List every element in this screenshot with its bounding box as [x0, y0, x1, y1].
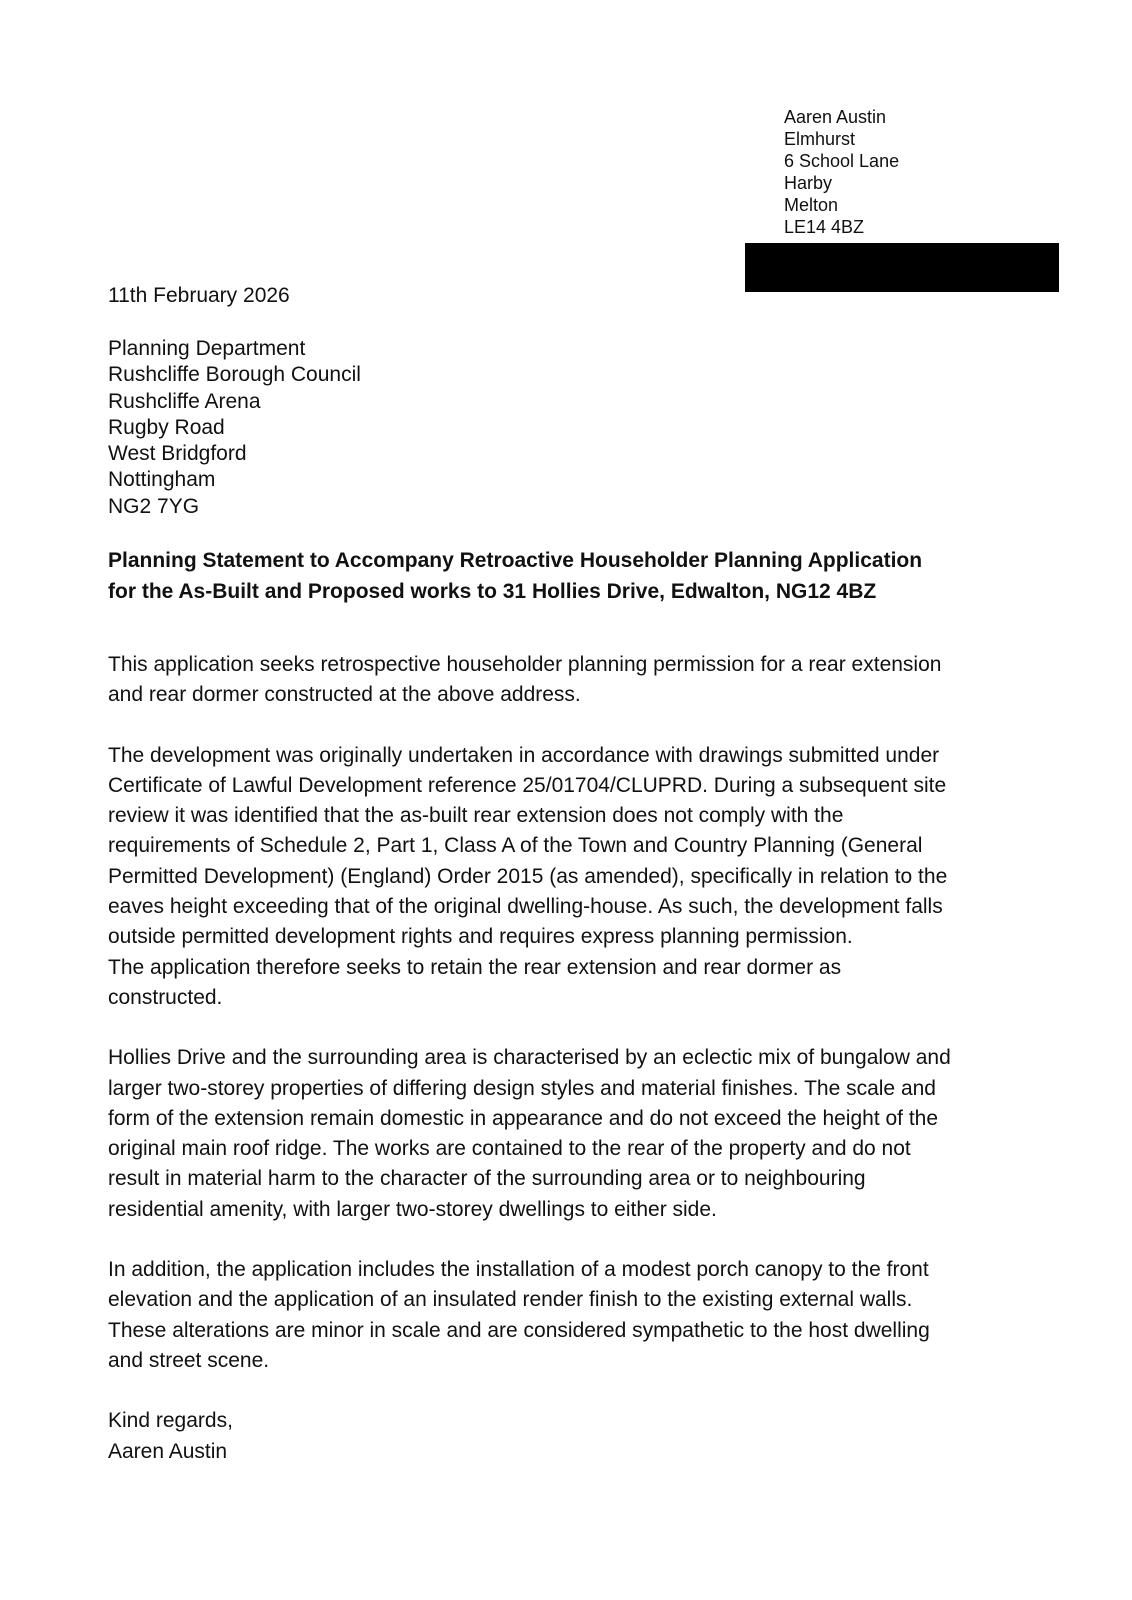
sender-address-line: Elmhurst	[784, 129, 856, 149]
body-paragraph-background	[108, 741, 1048, 1014]
closing-salutation: Kind regards,	[108, 1409, 233, 1433]
body-line: and rear dormer constructed at the above address.	[108, 683, 581, 707]
letter-body	[108, 650, 1048, 1467]
recipient-address-line: Planning Department	[108, 337, 306, 360]
body-line: This application seeks retrospective householder planning permission for a rear extension	[108, 653, 942, 676]
letter-date: 11th February 2026	[108, 284, 290, 307]
body-line: requirements of Schedule 2, Part 1, Class A of the Town and Country Planning (General	[108, 834, 923, 858]
body-line: constructed.	[108, 985, 223, 1009]
body-line: The application therefore seeks to retain the rear extension and rear dormer as	[108, 955, 842, 979]
body-line: elevation and the application of an insulated render finish to the existing external walls.	[108, 1288, 913, 1312]
body-line: Hollies Drive and the surrounding area is characterised by an eclectic mix of bungalow and	[108, 1046, 951, 1070]
recipient-address-line: West Bridgford	[108, 442, 247, 466]
body-paragraph-additional-works	[108, 1255, 1048, 1376]
closing-signature-name: Aaren Austin	[108, 1439, 228, 1463]
sender-address-line: Aaren Austin	[784, 107, 887, 127]
body-line: larger two-storey properties of differing design styles and material finishes. The scale and	[108, 1076, 936, 1100]
body-line: In addition, the application includes the installation of a modest porch canopy to the front	[108, 1258, 929, 1282]
recipient-address-line: NG2 7YG	[108, 494, 200, 518]
recipient-address-line: Rugby Road	[108, 415, 225, 439]
body-line: and street scene.	[108, 1348, 270, 1372]
sender-address-line: 6 School Lane	[784, 151, 900, 171]
body-line: original main roof ridge. The works are contained to the rear of the property and do not	[108, 1137, 911, 1161]
body-line: result in material harm to the character of the surrounding area or to neighbouring	[108, 1167, 866, 1191]
body-line: The development was originally undertaken in accordance with drawings submitted under	[108, 743, 940, 767]
body-paragraph-intro	[108, 650, 1048, 711]
body-line: These alterations are minor in scale and are considered sympathetic to the host dwelling	[108, 1318, 930, 1342]
recipient-address-line: Rushcliffe Arena	[108, 389, 261, 413]
body-line: Certificate of Lawful Development reference 25/01704/CLUPRD. During a subsequent site	[108, 773, 947, 797]
body-line: review it was identified that the as-built rear extension does not comply with the	[108, 804, 844, 828]
sender-address-line: LE14 4BZ	[784, 217, 865, 237]
body-line: Permitted Development) (England) Order 2015 (as amended), specifically in relation to the	[108, 864, 948, 888]
body-line: form of the extension remain domestic in appearance and do not exceed the height of the	[108, 1106, 939, 1130]
redaction-bar	[745, 243, 1059, 292]
recipient-address	[108, 336, 361, 520]
sender-address	[784, 106, 899, 238]
body-line: outside permitted development rights and requires express planning permission.	[108, 925, 853, 949]
sender-address-line: Melton	[784, 195, 839, 215]
body-line: eaves height exceeding that of the original dwelling-house. As such, the development falls	[108, 895, 943, 919]
recipient-address-line: Nottingham	[108, 468, 216, 492]
recipient-address-line: Rushcliffe Borough Council	[108, 363, 361, 387]
letter-closing	[108, 1406, 1048, 1467]
letter-subject	[108, 545, 1038, 607]
subject-line: Planning Statement to Accompany Retroactive Householder Planning Application	[108, 549, 923, 572]
subject-line: for the As-Built and Proposed works to 31 Hollies Drive, Edwalton, NG12 4BZ	[108, 580, 877, 603]
body-line: residential amenity, with larger two-storey dwellings to either side.	[108, 1197, 717, 1221]
sender-address-line: Harby	[784, 173, 833, 193]
body-paragraph-character	[108, 1043, 1048, 1225]
